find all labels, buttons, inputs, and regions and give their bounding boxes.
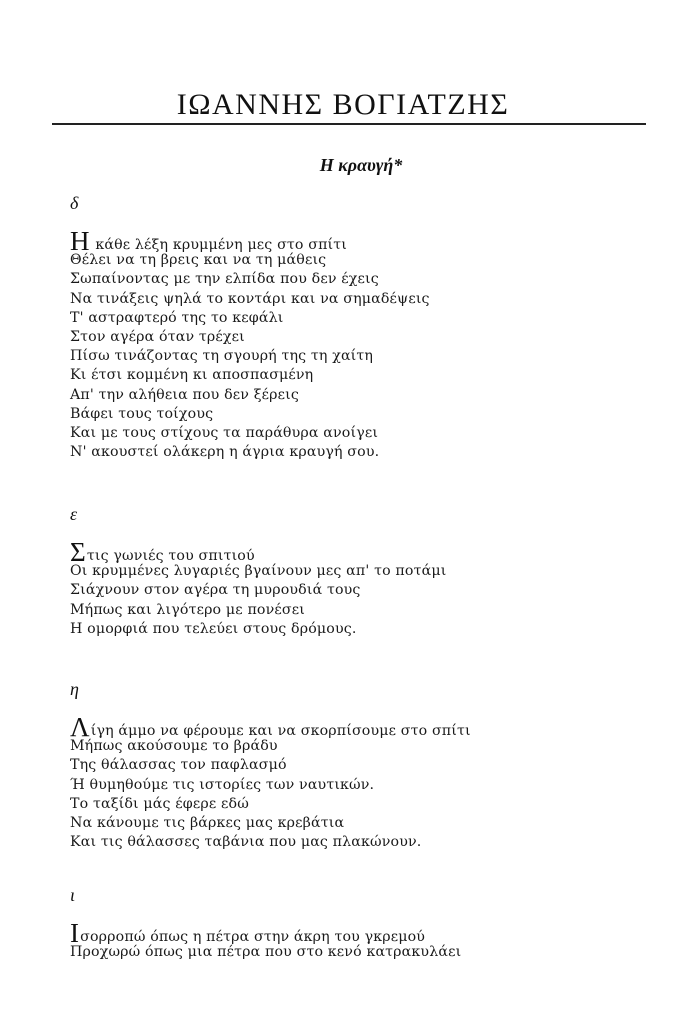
- poem-line: Και τις θάλασσες ταβάνια που μας πλακώνουν.: [70, 834, 422, 851]
- drop-cap: Ι: [70, 918, 80, 948]
- header-divider: [52, 123, 646, 125]
- poem-line: Το ταξίδι μάς έφερε εδώ: [70, 795, 249, 812]
- author-header: ΙΩΑΝΝΗΣ ΒΟΓΙΑΤΖΗΣ: [176, 88, 510, 121]
- poem-line: [70, 918, 670, 948]
- poem-line: Ή θυμηθούμε τις ιστορίες των ναυτικών.: [70, 776, 375, 793]
- line-text: σορροπώ όπως η πέτρα στην άκρη του γκρεμού: [80, 929, 426, 945]
- drop-cap: Σ: [70, 537, 86, 567]
- poem-line: Κι έτσι κομμένη κι αποσπασμένη: [70, 367, 314, 384]
- poem-line: [70, 226, 670, 256]
- drop-cap: Η: [70, 226, 90, 256]
- poem-line: Μήπως ακούσουμε το βράδυ: [70, 738, 278, 755]
- poem-line: Τ' αστραφτερό της το κεφάλι: [70, 309, 284, 326]
- poem-title: Η κραυγή*: [319, 155, 403, 175]
- line-text: ίγη άμμο να φέρουμε και να σκορπίσουμε στο σπίτι: [90, 723, 471, 739]
- poem-line: Και με τους στίχους τα παράθυρα ανοίγει: [70, 424, 379, 441]
- poem-line: Οι κρυμμένες λυγαριές βγαίνουν μες απ' το ποτάμι: [70, 563, 447, 580]
- poem-section-iota: [70, 884, 670, 962]
- section-letter: δ: [70, 193, 79, 213]
- poem-line: Μήπως και λιγότερο με πονέσει: [70, 601, 305, 618]
- poem-line: Βάφει τους τοίχους: [70, 405, 214, 422]
- poem-line: Να τινάξεις ψηλά το κοντάρι και να σημαδέψεις: [70, 290, 430, 307]
- poem-line: Πίσω τινάζοντας τη σγουρή της τη χαίτη: [70, 348, 374, 365]
- section-letter: ε: [70, 504, 78, 524]
- drop-cap: Λ: [70, 712, 90, 742]
- section-letter: ι: [70, 885, 76, 905]
- poem-section-epsilon: [70, 503, 670, 639]
- poem-line: Της θάλασσας τον παφλασμό: [70, 757, 287, 774]
- line-text: κάθε λέξη κρυμμένη μες στο σπίτι: [90, 237, 347, 253]
- poem-line: Απ' την αλήθεια που δεν ξέρεις: [70, 386, 299, 403]
- poem-line: Προχωρώ όπως μια πέτρα που στο κενό κατρακυλάει: [70, 944, 462, 961]
- poem-line: Να κάνουμε τις βάρκες μας κρεβάτια: [70, 814, 345, 831]
- section-letter: η: [70, 679, 79, 699]
- poem-line: Η ομορφιά που τελεύει στους δρόμους.: [70, 620, 357, 637]
- poem-line: Ν' ακουστεί ολάκερη η άγρια κραυγή σου.: [70, 444, 380, 461]
- poem-line: [70, 537, 670, 567]
- line-text: τις γωνιές του σπιτιού: [86, 548, 255, 564]
- poem-line: Σιάχνουν στον αγέρα τη μυρουδιά τους: [70, 582, 361, 599]
- poem-section-eta: [70, 678, 670, 852]
- poem-line: Στον αγέρα όταν τρέχει: [70, 328, 245, 345]
- poem-section-delta: [70, 192, 670, 462]
- poem-line: [70, 712, 670, 742]
- poem-line: Σωπαίνοντας με την ελπίδα που δεν έχεις: [70, 271, 379, 288]
- poem-line: Θέλει να τη βρεις και να τη μάθεις: [70, 252, 327, 269]
